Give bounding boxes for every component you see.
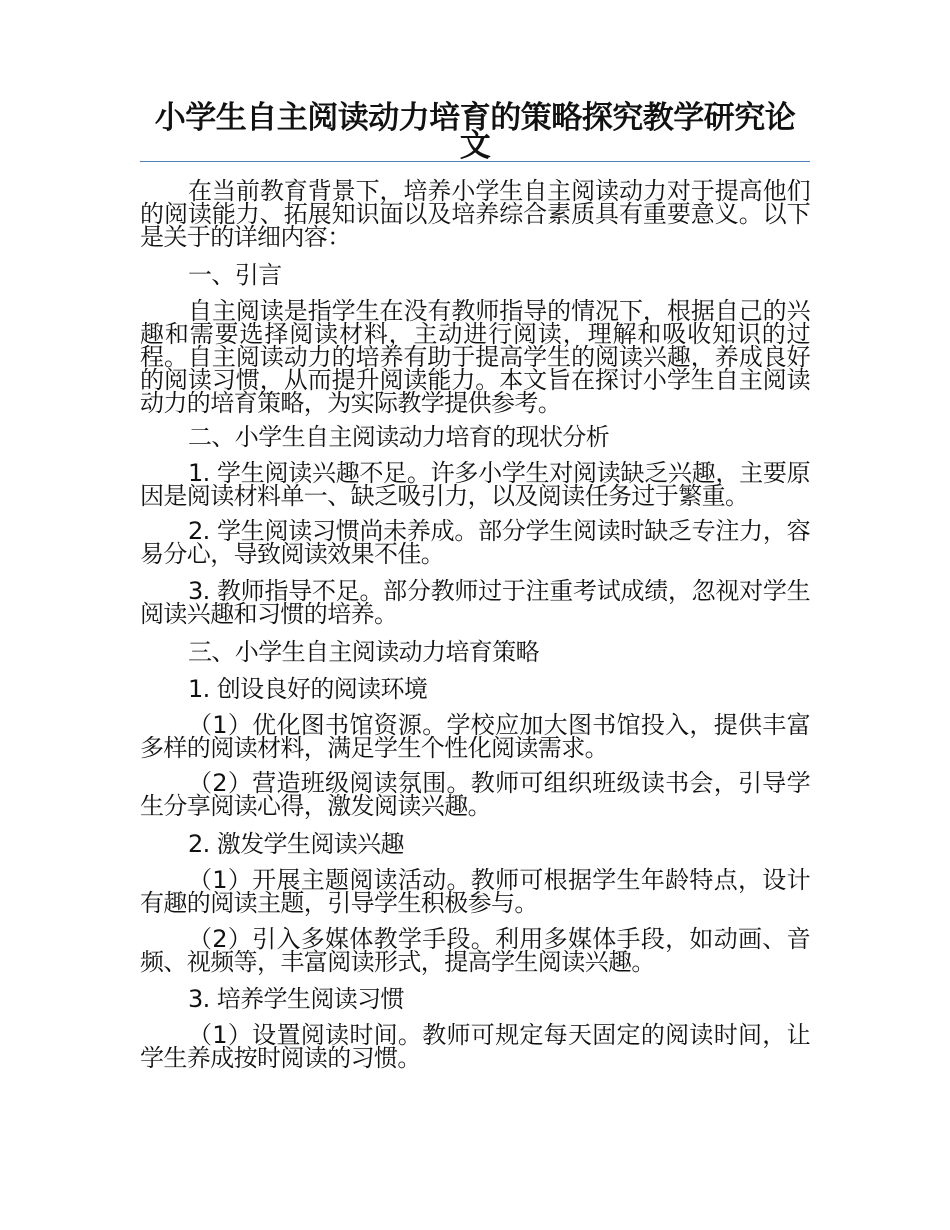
paragraph-interest-2: （2）引入多媒体教学手段。利用多媒体手段，如动画、音频、视频等，丰富阅读形式，提高学生阅读兴趣。 (140, 925, 810, 976)
subheading-habits: 3. 培养学生阅读习惯 (188, 985, 404, 1013)
document-title: 小学生自主阅读动力培育的策略探究教学研究论文 (154, 100, 796, 164)
paragraph-environment-2: （2）营造班级阅读氛围。教师可组织班级读书会，引导学生分享阅读心得，激发阅读兴趣。 (140, 769, 810, 820)
heading-introduction: 一、引言 (188, 261, 282, 289)
title-underline (140, 161, 810, 162)
paragraph-environment-1: （1）优化图书馆资源。学校应加大图书馆投入，提供丰富多样的阅读材料，满足学生个性化阅读需求。 (140, 711, 810, 762)
heading-strategies: 三、小学生自主阅读动力培育策略 (188, 638, 539, 666)
paragraph-status-1: 1. 学生阅读兴趣不足。许多小学生对阅读缺乏兴趣，主要原因是阅读材料单一、缺乏吸引力，以及阅读任务过于繁重。 (140, 459, 810, 510)
subheading-interest: 2. 激发学生阅读兴趣 (188, 830, 404, 858)
paragraph-introduction-body: 自主阅读是指学生在没有教师指导的情况下，根据自己的兴趣和需要选择阅读材料，主动进行阅读，理解和吸收知识的过程。自主阅读动力的培养有助于提高学生的阅读兴趣，养成良好的阅读习惯，从而提升阅读能力。本文旨在探讨小学生自主阅读动力的培育策略，为实际教学提供参考。 (140, 297, 810, 417)
paragraph-intro: 在当前教育背景下，培养小学生自主阅读动力对于提高他们的阅读能力、拓展知识面以及培养综合素质具有重要意义。以下是关于的详细内容： (140, 177, 810, 251)
paragraph-status-3: 3. 教师指导不足。部分教师过于注重考试成绩，忽视对学生阅读兴趣和习惯的培养。 (140, 577, 810, 628)
paragraph-habits-1: （1）设置阅读时间。教师可规定每天固定的阅读时间，让学生养成按时阅读的习惯。 (140, 1021, 810, 1072)
paragraph-status-2: 2. 学生阅读习惯尚未养成。部分学生阅读时缺乏专注力，容易分心，导致阅读效果不佳。 (140, 517, 810, 568)
heading-status-analysis: 二、小学生自主阅读动力培育的现状分析 (188, 423, 610, 451)
paragraph-interest-1: （1）开展主题阅读活动。教师可根据学生年龄特点，设计有趣的阅读主题，引导学生积极参与。 (140, 866, 810, 917)
subheading-environment: 1. 创设良好的阅读环境 (188, 675, 428, 703)
